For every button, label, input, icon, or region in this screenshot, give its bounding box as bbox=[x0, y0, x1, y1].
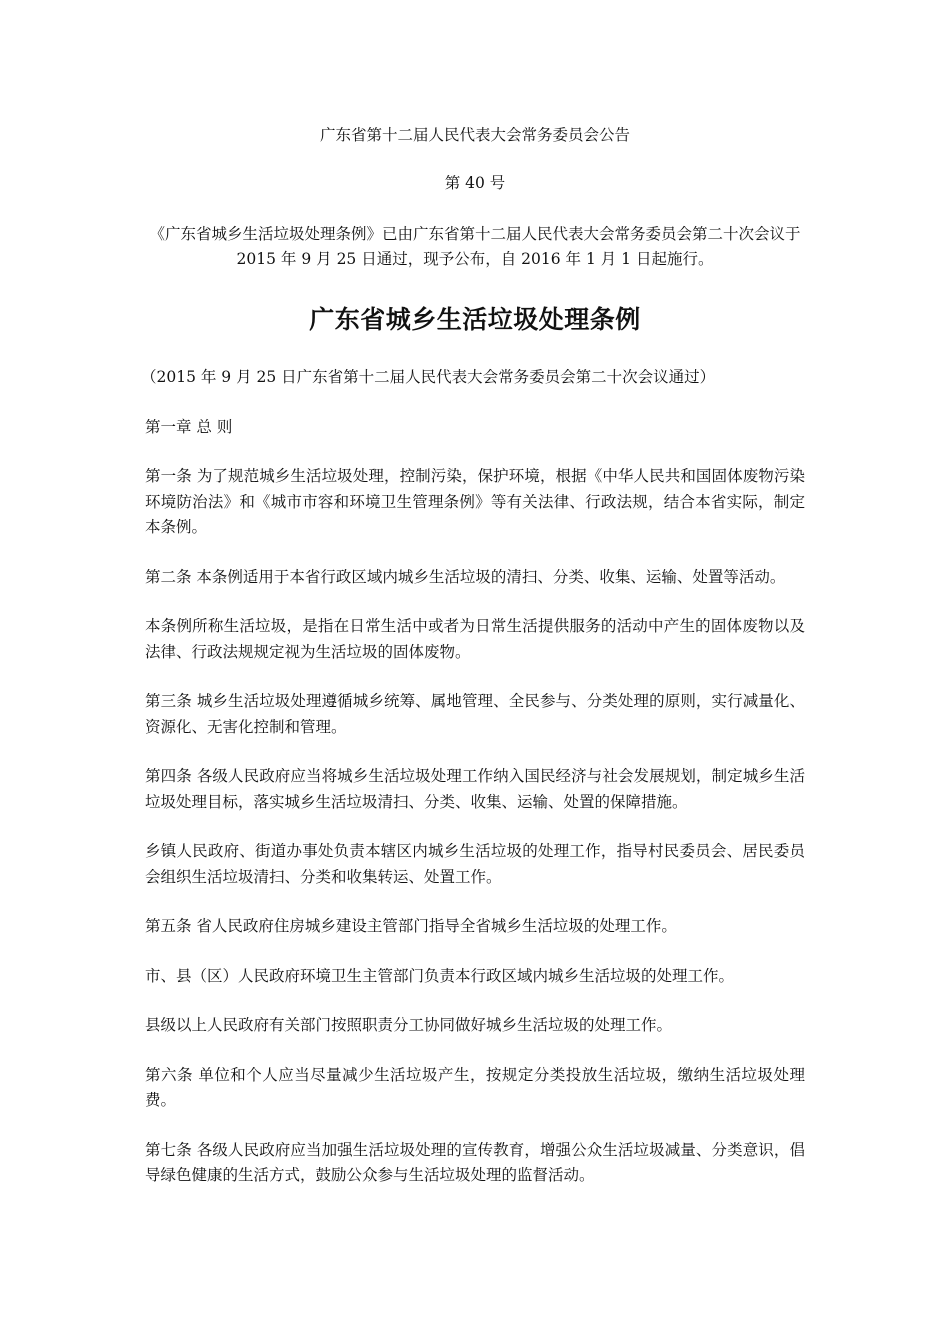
announcement-title: 广东省第十二届人民代表大会常务委员会公告 bbox=[319, 126, 630, 144]
article-6: 第六条 单位和个人应当尽量减少生活垃圾产生，按规定分类投放生活垃圾，缴纳生活垃圾处理费。 bbox=[145, 1065, 805, 1109]
regulation-title: 广东省城乡生活垃圾处理条例 bbox=[309, 305, 641, 334]
article-4: 第四条 各级人民政府应当将城乡生活垃圾处理工作纳入国民经济与社会发展规划，制定城乡生活垃圾处理目标，落实城乡生活垃圾清扫、分类、收集、运输、处置的保障措施。 bbox=[145, 767, 805, 811]
article-2: 第二条 本条例适用于本省行政区域内城乡生活垃圾的清扫、分类、收集、运输、处置等活动。 bbox=[145, 567, 786, 586]
announcement-number: 第 40 号 bbox=[444, 174, 506, 192]
article-1: 第一条 为了规范城乡生活垃圾处理，控制污染，保护环境，根据《中华人民共和国固体废物污染环境防治法》和《城市市容和环境卫生管理条例》等有关法律、行政法规，结合本省实际，制定本条例。 bbox=[145, 467, 805, 536]
adoption-note: （2015 年 9 月 25 日广东省第十二届人民代表大会常务委员会第二十次会议通过） bbox=[141, 368, 716, 386]
article-5-clause-2: 市、县（区）人民政府环境卫生主管部门负责本行政区域内城乡生活垃圾的处理工作。 bbox=[145, 966, 735, 985]
article-5-clause-3: 县级以上人民政府有关部门按照职责分工协同做好城乡生活垃圾的处理工作。 bbox=[145, 1016, 673, 1034]
document-content bbox=[141, 123, 805, 1213]
article-4-clause-2: 乡镇人民政府、街道办事处负责本辖区内城乡生活垃圾的处理工作，指导村民委员会、居民委员会组织生活垃圾清扫、分类和收集转运、处置工作。 bbox=[145, 842, 805, 886]
article-7: 第七条 各级人民政府应当加强生活垃圾处理的宣传教育，增强公众生活垃圾减量、分类意识，倡导绿色健康的生活方式，鼓励公众参与生活垃圾处理的监督活动。 bbox=[145, 1140, 805, 1184]
article-3: 第三条 城乡生活垃圾处理遵循城乡统筹、属地管理、全民参与、分类处理的原则，实行减量化、资源化、无害化控制和管理。 bbox=[145, 692, 805, 736]
article-5: 第五条 省人民政府住房城乡建设主管部门指导全省城乡生活垃圾的处理工作。 bbox=[145, 917, 677, 935]
chapter-heading: 第一章 总 则 bbox=[145, 417, 233, 436]
article-2-clause-2: 本条例所称生活垃圾，是指在日常生活中或者为日常生活提供服务的活动中产生的固体废物以及法律、行政法规规定视为生活垃圾的固体废物。 bbox=[145, 617, 805, 661]
announcement-body: 《广东省城乡生活垃圾处理条例》已由广东省第十二届人民代表大会常务委员会第二十次会议于 2015 年 9 月 25 日通过，现予公布，自 2016 年 1 月 1 日起施行。 bbox=[149, 225, 801, 268]
